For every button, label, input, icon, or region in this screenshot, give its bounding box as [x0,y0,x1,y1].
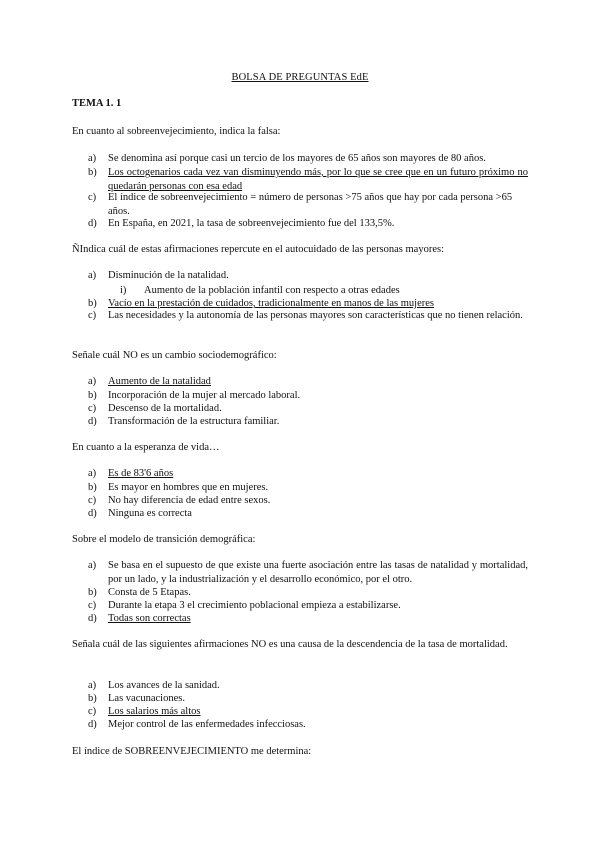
option-text: Consta de 5 Etapas. [108,587,191,598]
option-text-correct: Los salarios más altos [108,706,201,717]
option-label: b) [88,390,97,401]
document-title: BOLSA DE PREGUNTAS EdE [231,72,369,83]
option-text-correct: Los octogenarios cada vez van disminuyendo más, por lo que se cree que en un futuro próximo no quedarán personas con esa edad [108,167,528,192]
option-label: d) [88,218,97,229]
option-text-correct: Todas son correctas [108,613,191,624]
option-text: Descenso de la mortalidad. [108,403,222,414]
option-text-correct: Es de 83'6 años [108,468,174,479]
option-label: a) [88,680,97,691]
option-label: a) [88,153,97,164]
option-text: Los avances de la sanidad. [108,680,220,691]
question-3: Señale cuál NO es un cambio sociodemográfico: [72,350,277,361]
option-label: a) [88,270,97,281]
option-text: Las vacunaciones. [108,693,185,704]
option-label: c) [88,600,97,611]
option-label: a) [88,560,97,571]
option-label: i) [120,285,127,296]
option-text: Se denomina así porque casi un tercio de los mayores de 65 años son mayores de 80 años. [108,153,486,164]
section-heading: TEMA 1. 1 [72,98,122,109]
option-label: a) [88,376,97,387]
option-text: Es mayor en hombres que en mujeres. [108,482,269,493]
question-4: En cuanto a la esperanza de vida… [72,442,220,453]
option-text: Durante la etapa 3 el crecimiento poblacional empieza a estabilizarse. [108,600,401,611]
option-text: Mejor control de las enfermedades infecciosas. [108,719,306,730]
option-text: El índice de sobreenvejecimiento = número de personas >75 años que hay por cada persona >65 años. [108,192,513,217]
option-label: b) [88,298,97,309]
option-text: Transformación de la estructura familiar. [108,416,280,427]
option-label: d) [88,613,97,624]
option-text: No hay diferencia de edad entre sexos. [108,495,271,506]
option-label: c) [88,495,97,506]
option-label: b) [88,482,97,493]
option-label: b) [88,167,97,178]
option-text-correct: Vacío en la prestación de cuidados, tradicionalmente en manos de las mujeres [108,298,434,309]
option-label: c) [88,403,97,414]
option-text: En España, en 2021, la tasa de sobreenvejecimiento fue del 133,5%. [108,218,395,229]
option-label: a) [88,468,97,479]
question-1: En cuanto al sobreenvejecimiento, indica la falsa: [72,126,281,137]
option-label: d) [88,719,97,730]
question-5: Sobre el modelo de transición demográfica: [72,534,256,545]
option-text: Aumento de la población infantil con respecto a otras edades [144,285,400,296]
option-text-correct: Aumento de la natalidad [108,376,211,387]
option-text: Disminución de la natalidad. [108,270,229,281]
option-text: Se basa en el supuesto de que existe una fuerte asociación entre las tasas de natalidad y mortalidad, por un lado, y la industrialización y el desarrollo económico, por el otro. [108,560,528,585]
question-7: El índice de SOBREENVEJECIMIENTO me determina: [72,746,312,757]
option-text: Las necesidades y la autonomía de las personas mayores son características que no tienen relación. [108,310,523,321]
option-label: b) [88,587,97,598]
question-6: Señala cuál de las siguientes afirmaciones NO es una causa de la descendencia de la tasa de mortalidad. [72,639,508,650]
option-text: Incorporación de la mujer al mercado laboral. [108,390,301,401]
option-label: d) [88,508,97,519]
option-label: b) [88,693,97,704]
option-label: c) [88,192,97,203]
option-label: c) [88,706,97,717]
option-text: Ninguna es correcta [108,508,192,519]
question-2: ÑIndica cuál de estas afirmaciones repercute en el autocuidado de las personas mayores: [72,244,445,255]
option-label: d) [88,416,97,427]
option-label: c) [88,310,97,321]
